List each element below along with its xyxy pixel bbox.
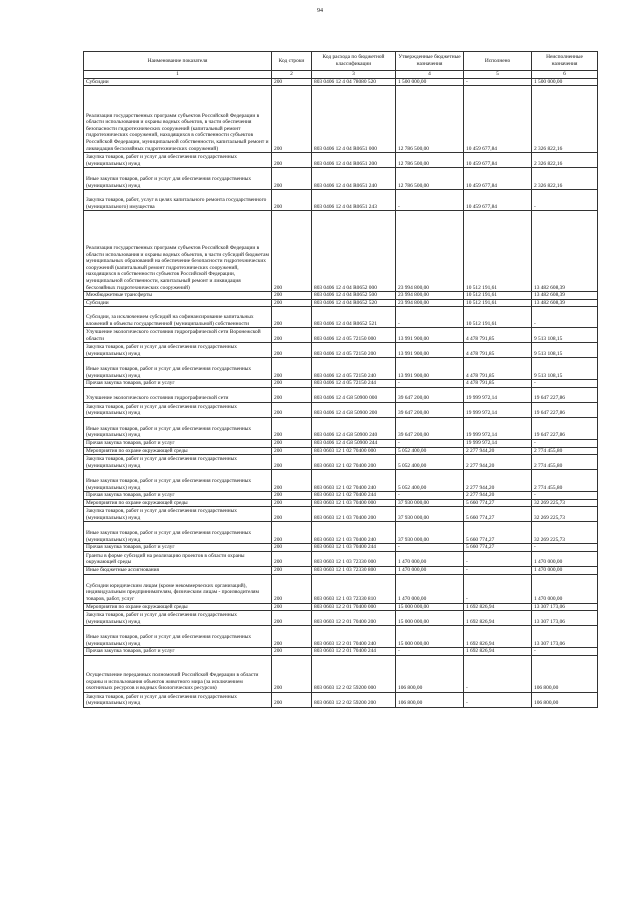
indicator-name: Мероприятия по охране окружающей среды [84, 447, 272, 455]
approved-amount: 5 052 400,00 [396, 470, 464, 492]
budget-class-code: 803 0406 12 4 04 R0651 000 [312, 86, 396, 153]
table-row [84, 470, 598, 492]
approved-amount: 13 991 900,00 [396, 358, 464, 380]
table-row [84, 551, 598, 566]
indicator-name: Прочая закупка товаров, работ и услуг [84, 544, 272, 552]
line-code: 200 [272, 522, 312, 544]
table-row [84, 648, 598, 656]
executed-amount: 1 692 826,94 [464, 603, 532, 611]
approved-amount: 39 647 200,00 [396, 417, 464, 439]
indicator-name: Закупка товаров, работ и услуг для обеспечения государственных (муниципальных) нужд [84, 153, 272, 168]
executed-amount: 10 459 677,84 [464, 168, 532, 190]
executed-amount: 10 512 191,61 [464, 211, 532, 292]
budget-class-code: 803 0406 12 4 05 72150 200 [312, 343, 396, 358]
table-row [84, 211, 598, 292]
indicator-name: Закупка товаров, работ, услуг в целях капитального ремонта государственного (муниципального) имущества [84, 190, 272, 211]
column-number: 2 [272, 71, 312, 79]
approved-amount: 15 000 000,00 [396, 611, 464, 626]
approved-amount: 39 647 200,00 [396, 402, 464, 417]
executed-amount: 10 512 191,61 [464, 292, 532, 300]
line-code: 200 [272, 492, 312, 500]
unexecuted-amount: 2 774 455,80 [532, 447, 598, 455]
line-code: 200 [272, 380, 312, 388]
unexecuted-amount: 32 269 225,73 [532, 499, 598, 507]
unexecuted-amount: - [532, 544, 598, 552]
line-code: 200 [272, 211, 312, 292]
line-code: 200 [272, 328, 312, 343]
table-row [84, 190, 598, 211]
approved-amount: 1 470 000,00 [396, 566, 464, 574]
unexecuted-amount: 9 513 108,15 [532, 358, 598, 380]
approved-amount: 13 991 900,00 [396, 328, 464, 343]
indicator-name: Иные закупки товаров, работ и услуг для обеспечения государственных (муниципальных) нужд [84, 417, 272, 439]
table-row [84, 168, 598, 190]
line-code: 200 [272, 455, 312, 470]
approved-amount: 23 994 800,00 [396, 299, 464, 307]
unexecuted-amount: 2 326 822,16 [532, 168, 598, 190]
executed-amount: - [464, 78, 532, 86]
table-row [84, 417, 598, 439]
approved-amount: 39 647 200,00 [396, 387, 464, 402]
approved-amount: 12 786 500,00 [396, 86, 464, 153]
executed-amount: 19 999 972,14 [464, 402, 532, 417]
executed-amount: - [464, 551, 532, 566]
approved-amount: 37 930 000,00 [396, 507, 464, 522]
unexecuted-amount: 32 269 225,73 [532, 522, 598, 544]
indicator-name: Гранты в форме субсидий на реализацию проектов в области охраны окружающей среды [84, 551, 272, 566]
budget-class-code: 803 0603 12 1 02 70400 240 [312, 470, 396, 492]
header-cell: Наименование показателя [84, 52, 272, 71]
indicator-name: Прочая закупка товаров, работ и услуг [84, 648, 272, 656]
table-row [84, 307, 598, 328]
approved-amount: 23 994 800,00 [396, 292, 464, 300]
executed-amount: 4 478 791,85 [464, 358, 532, 380]
approved-amount: 1 500 000,00 [396, 78, 464, 86]
executed-amount: 4 478 791,85 [464, 343, 532, 358]
budget-class-code: 803 0406 12 4 05 72150 000 [312, 328, 396, 343]
table-row [84, 299, 598, 307]
line-code: 200 [272, 470, 312, 492]
table-row [84, 402, 598, 417]
unexecuted-amount: - [532, 439, 598, 447]
budget-class-code: 803 0603 12 2 01 70400 244 [312, 648, 396, 656]
line-code: 200 [272, 574, 312, 603]
table-row [84, 603, 598, 611]
indicator-name: Реализация государственных программ субъектов Российской Федерации в области использования и охраны водных объектов, в части обеспечения безопасности гидротехнических сооружений (капитальный ремонт гидротехнических сооружений, находящихся в собственности субъектов Российской Федерации, муниципальной собственности, капитальный ремонт и ликвидация бесхозяйных гидротехнических сооружений) [84, 86, 272, 153]
executed-amount: 10 459 677,84 [464, 153, 532, 168]
budget-class-code: 803 0406 12 4 04 R0652 000 [312, 211, 396, 292]
table-row [84, 611, 598, 626]
unexecuted-amount: - [532, 307, 598, 328]
budget-class-code: 803 0406 12 4 04 R0652 520 [312, 299, 396, 307]
column-number-row [84, 71, 598, 79]
table-row [84, 566, 598, 574]
indicator-name: Мероприятия по охране окружающей среды [84, 499, 272, 507]
table-row [84, 78, 598, 86]
executed-amount: 4 478 791,85 [464, 380, 532, 388]
approved-amount: 1 470 000,00 [396, 551, 464, 566]
indicator-name: Иные закупки товаров, работ и услуг для обеспечения государственных (муниципальных) нужд [84, 168, 272, 190]
line-code: 200 [272, 387, 312, 402]
approved-amount: - [396, 190, 464, 211]
table-row [84, 292, 598, 300]
header-cell: Неисполненные назначения [532, 52, 598, 71]
indicator-name: Иные закупки товаров, работ и услуг для обеспечения государственных (муниципальных) нужд [84, 470, 272, 492]
header-cell: Утвержденные бюджетные назначения [396, 52, 464, 71]
budget-class-code: 803 0603 12 1 02 70400 000 [312, 447, 396, 455]
executed-amount: 10 459 677,84 [464, 86, 532, 153]
line-code: 200 [272, 626, 312, 648]
line-code: 200 [272, 153, 312, 168]
table-row [84, 358, 598, 380]
table-row [84, 522, 598, 544]
budget-class-code: 803 0603 12 2 02 59200 200 [312, 692, 396, 707]
unexecuted-amount: 13 482 608,39 [532, 299, 598, 307]
unexecuted-amount: 13 482 608,39 [532, 292, 598, 300]
line-code: 200 [272, 692, 312, 707]
table-row [84, 343, 598, 358]
indicator-name: Закупка товаров, работ и услуг для обеспечения государственных (муниципальных) нужд [84, 402, 272, 417]
budget-class-code: 803 0603 12 1 03 70400 200 [312, 507, 396, 522]
indicator-name: Субсидии юридическим лицам (кроме некоммерческих организаций), индивидуальным предпринимателям, физическим лицам - производителям товаров, работ, услуг [84, 574, 272, 603]
column-number: 6 [532, 71, 598, 79]
executed-amount: 19 999 972,14 [464, 387, 532, 402]
unexecuted-amount: 1 500 000,00 [532, 78, 598, 86]
table-row [84, 499, 598, 507]
indicator-name: Иные бюджетные ассигнования [84, 566, 272, 574]
header-cell: Код расхода по бюджетной классификации [312, 52, 396, 71]
table-row [84, 492, 598, 500]
executed-amount: 10 459 677,84 [464, 190, 532, 211]
executed-amount: - [464, 655, 532, 692]
executed-amount: 1 692 826,94 [464, 648, 532, 656]
indicator-name: Закупка товаров, работ и услуг для обеспечения государственных (муниципальных) нужд [84, 507, 272, 522]
table-row [84, 328, 598, 343]
approved-amount: 1 470 000,00 [396, 574, 464, 603]
approved-amount: 37 930 000,00 [396, 522, 464, 544]
approved-amount: - [396, 648, 464, 656]
budget-class-code: 803 0406 12 4 G8 50900 200 [312, 402, 396, 417]
approved-amount: 37 930 000,00 [396, 499, 464, 507]
line-code: 200 [272, 544, 312, 552]
approved-amount: - [396, 439, 464, 447]
unexecuted-amount: - [532, 380, 598, 388]
line-code: 200 [272, 402, 312, 417]
budget-class-code: 803 0603 12 1 03 70400 240 [312, 522, 396, 544]
line-code: 200 [272, 551, 312, 566]
executed-amount: 2 277 944,20 [464, 455, 532, 470]
budget-class-code: 803 0406 12 4 G8 50900 240 [312, 417, 396, 439]
table-header-row [84, 52, 598, 71]
budget-class-code: 803 0603 12 1 03 70400 000 [312, 499, 396, 507]
indicator-name: Закупка товаров, работ и услуг для обеспечения государственных (муниципальных) нужд [84, 611, 272, 626]
table-row [84, 387, 598, 402]
table-row [84, 455, 598, 470]
unexecuted-amount: 13 307 173,06 [532, 611, 598, 626]
executed-amount: 5 660 774,27 [464, 522, 532, 544]
indicator-name: Улучшение экологического состояния гидрографической сети Воронежской области [84, 328, 272, 343]
unexecuted-amount: 2 326 822,16 [532, 86, 598, 153]
indicator-name: Иные закупки товаров, работ и услуг для обеспечения государственных (муниципальных) нужд [84, 358, 272, 380]
approved-amount: 5 052 400,00 [396, 455, 464, 470]
page-number: 94 [317, 8, 323, 14]
indicator-name: Иные закупки товаров, работ и услуг для обеспечения государственных (муниципальных) нужд [84, 626, 272, 648]
unexecuted-amount: 13 307 173,06 [532, 626, 598, 648]
approved-amount: 106 800,00 [396, 692, 464, 707]
line-code: 200 [272, 655, 312, 692]
unexecuted-amount: 19 647 227,86 [532, 402, 598, 417]
budget-class-code: 803 0603 12 1 03 72330 810 [312, 574, 396, 603]
approved-amount: 23 994 800,00 [396, 211, 464, 292]
indicator-name: Иные закупки товаров, работ и услуг для обеспечения государственных (муниципальных) нужд [84, 522, 272, 544]
budget-class-code: 803 0406 12 4 04 R0651 243 [312, 190, 396, 211]
line-code: 200 [272, 507, 312, 522]
budget-class-code: 803 0603 12 2 01 70400 240 [312, 626, 396, 648]
budget-class-code: 803 0406 12 4 G8 50900 000 [312, 387, 396, 402]
column-number: 3 [312, 71, 396, 79]
table-row [84, 692, 598, 707]
budget-class-code: 803 0406 12 4 05 72150 240 [312, 358, 396, 380]
executed-amount: 2 277 944,20 [464, 492, 532, 500]
line-code: 200 [272, 307, 312, 328]
budget-class-code: 803 0406 12 4 G8 50900 244 [312, 439, 396, 447]
executed-amount: 1 692 826,94 [464, 626, 532, 648]
line-code: 200 [272, 190, 312, 211]
line-code: 200 [272, 611, 312, 626]
executed-amount: 10 512 191,61 [464, 307, 532, 328]
line-code: 200 [272, 358, 312, 380]
indicator-name: Закупка товаров, работ и услуг для обеспечения государственных (муниципальных) нужд [84, 692, 272, 707]
table-row [84, 507, 598, 522]
line-code: 200 [272, 566, 312, 574]
unexecuted-amount: 1 470 000,00 [532, 574, 598, 603]
header-cell: Код строки [272, 52, 312, 71]
table-row [84, 544, 598, 552]
column-number: 5 [464, 71, 532, 79]
indicator-name: Прочая закупка товаров, работ и услуг [84, 439, 272, 447]
table-row [84, 447, 598, 455]
unexecuted-amount: 106 800,00 [532, 692, 598, 707]
unexecuted-amount: 1 470 000,00 [532, 566, 598, 574]
indicator-name: Закупка товаров, работ и услуг для обеспечения государственных (муниципальных) нужд [84, 455, 272, 470]
budget-class-code: 803 0603 12 2 01 70400 000 [312, 603, 396, 611]
indicator-name: Межбюджетные трансферты [84, 292, 272, 300]
approved-amount: - [396, 307, 464, 328]
approved-amount: 13 991 900,00 [396, 343, 464, 358]
executed-amount: 1 692 826,94 [464, 611, 532, 626]
unexecuted-amount: 1 470 000,00 [532, 551, 598, 566]
line-code: 200 [272, 603, 312, 611]
executed-amount: - [464, 692, 532, 707]
executed-amount: 19 999 972,14 [464, 439, 532, 447]
budget-class-code: 803 0603 12 1 03 72330 800 [312, 566, 396, 574]
line-code: 200 [272, 447, 312, 455]
indicator-name: Прочая закупка товаров, работ и услуг [84, 380, 272, 388]
table-row [84, 626, 598, 648]
line-code: 200 [272, 86, 312, 153]
indicator-name: Закупка товаров, работ и услуг для обеспечения государственных (муниципальных) нужд [84, 343, 272, 358]
budget-class-code: 803 0406 12 4 05 72150 244 [312, 380, 396, 388]
line-code: 200 [272, 292, 312, 300]
executed-amount: 5 660 774,27 [464, 544, 532, 552]
executed-amount: 5 660 774,27 [464, 499, 532, 507]
unexecuted-amount: 2 774 455,80 [532, 470, 598, 492]
indicator-name: Осуществление переданных полномочий Российской Федерации в области охраны и использования объектов животного мира (за исключением охотничьих ресурсов и водных биологических ресурсов) [84, 655, 272, 692]
budget-class-code: 803 0406 12 4 04 R0652 500 [312, 292, 396, 300]
indicator-name: Улучшение экологического состояния гидрографической сети [84, 387, 272, 402]
line-code: 200 [272, 78, 312, 86]
line-code: 200 [272, 299, 312, 307]
executed-amount: 2 277 944,20 [464, 470, 532, 492]
table-row [84, 153, 598, 168]
line-code: 200 [272, 343, 312, 358]
executed-amount: 4 478 791,85 [464, 328, 532, 343]
indicator-name: Субсидии, за исключением субсидий на софинансирование капитальных вложений в объекты государственной (муниципальной) собственности [84, 307, 272, 328]
budget-class-code: 803 0603 12 1 03 72330 000 [312, 551, 396, 566]
unexecuted-amount: 9 513 108,15 [532, 343, 598, 358]
table-row [84, 655, 598, 692]
indicator-name: Мероприятия по охране окружающей среды [84, 603, 272, 611]
table-row [84, 86, 598, 153]
line-code: 200 [272, 439, 312, 447]
unexecuted-amount: 19 647 227,86 [532, 387, 598, 402]
unexecuted-amount: 9 513 108,15 [532, 328, 598, 343]
budget-class-code: 803 0406 12 4 04 R0652 521 [312, 307, 396, 328]
unexecuted-amount: 2 326 822,16 [532, 153, 598, 168]
approved-amount: 106 800,00 [396, 655, 464, 692]
table-row [84, 439, 598, 447]
unexecuted-amount: - [532, 648, 598, 656]
header-cell: Исполнено [464, 52, 532, 71]
line-code: 200 [272, 417, 312, 439]
line-code: 200 [272, 168, 312, 190]
budget-class-code: 803 0603 12 1 02 70400 200 [312, 455, 396, 470]
table-row [84, 574, 598, 603]
budget-execution-table [83, 51, 598, 708]
unexecuted-amount: 32 269 225,73 [532, 507, 598, 522]
approved-amount: 5 052 400,00 [396, 447, 464, 455]
budget-class-code: 803 0406 12 4 04 R0651 240 [312, 168, 396, 190]
unexecuted-amount: 13 482 608,39 [532, 211, 598, 292]
unexecuted-amount: 13 307 173,06 [532, 603, 598, 611]
approved-amount: 12 786 500,00 [396, 168, 464, 190]
indicator-name: Прочая закупка товаров, работ и услуг [84, 492, 272, 500]
budget-class-code: 803 0406 12 4 04 R0651 200 [312, 153, 396, 168]
unexecuted-amount: - [532, 492, 598, 500]
approved-amount: - [396, 492, 464, 500]
line-code: 200 [272, 648, 312, 656]
budget-class-code: 803 0603 12 2 01 70400 200 [312, 611, 396, 626]
column-number: 4 [396, 71, 464, 79]
approved-amount: 12 786 500,00 [396, 153, 464, 168]
budget-class-code: 803 0603 12 2 02 59200 000 [312, 655, 396, 692]
unexecuted-amount: 106 800,00 [532, 655, 598, 692]
budget-class-code: 803 0406 12 4 04 78080 520 [312, 78, 396, 86]
executed-amount: 10 512 191,61 [464, 299, 532, 307]
indicator-name: Субсидии [84, 78, 272, 86]
line-code: 200 [272, 499, 312, 507]
approved-amount: 15 000 000,00 [396, 603, 464, 611]
executed-amount: 5 660 774,27 [464, 507, 532, 522]
unexecuted-amount: 19 647 227,86 [532, 417, 598, 439]
unexecuted-amount: 2 774 455,80 [532, 455, 598, 470]
executed-amount: - [464, 566, 532, 574]
budget-class-code: 803 0603 12 1 03 70400 244 [312, 544, 396, 552]
executed-amount: 2 277 944,20 [464, 447, 532, 455]
column-number: 1 [84, 71, 272, 79]
unexecuted-amount: - [532, 190, 598, 211]
table-row [84, 380, 598, 388]
approved-amount: - [396, 380, 464, 388]
budget-class-code: 803 0603 12 1 02 70400 244 [312, 492, 396, 500]
indicator-name: Реализация государственных программ субъектов Российской Федерации в области использования и охраны водных объектов, в части субсидий бюджетам муниципальных образований на обеспечение безопасности гидротехнических сооружений (капитальный ремонт гидротехнических сооружений, находящихся в собственности субъектов Российской Федерации, муниципальной собственности, капитальный ремонт и ликвидация бесхозяйных гидротехнических сооружений) [84, 211, 272, 292]
executed-amount: - [464, 574, 532, 603]
executed-amount: 19 999 972,14 [464, 417, 532, 439]
indicator-name: Субсидии [84, 299, 272, 307]
approved-amount: - [396, 544, 464, 552]
approved-amount: 15 000 000,00 [396, 626, 464, 648]
